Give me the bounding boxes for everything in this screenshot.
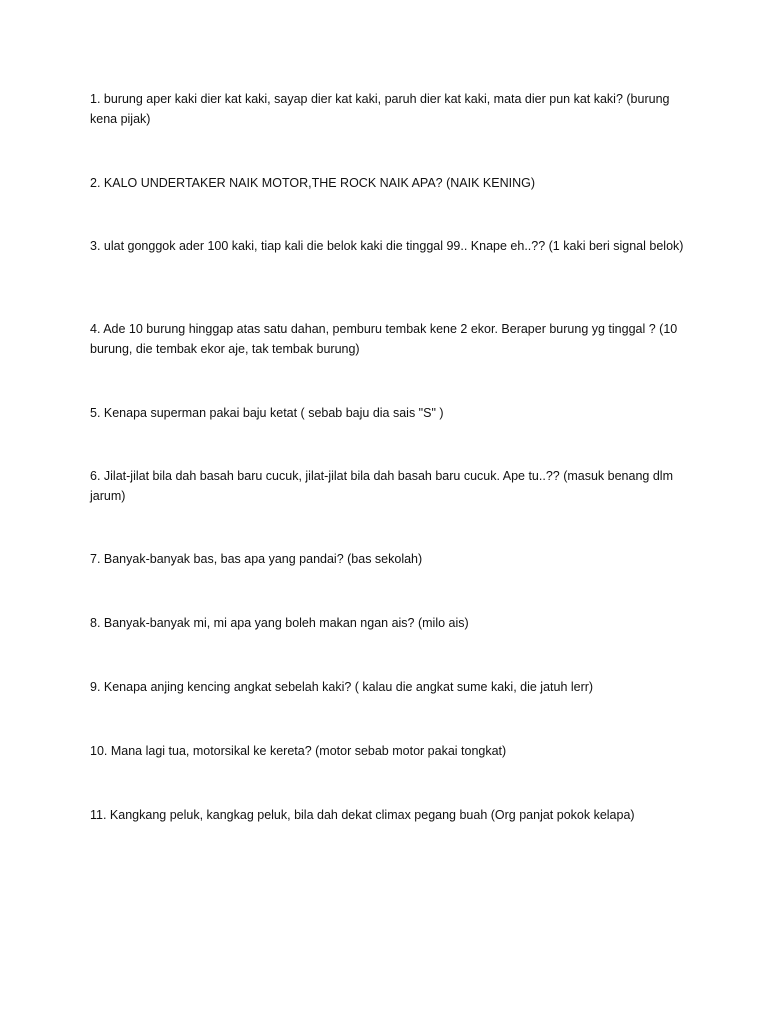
riddle-6: 6. Jilat-jilat bila dah basah baru cucuk, jilat-jilat bila dah basah baru cucuk. Ape tu..?? (masuk benang dlm jarum)	[90, 469, 673, 503]
riddle-11: 11. Kangkang peluk, kangkag peluk, bila dah dekat climax pegang buah (Org panjat pokok kelapa)	[90, 808, 635, 822]
riddle-4: 4. Ade 10 burung hinggap atas satu dahan, pemburu tembak kene 2 ekor. Beraper burung yg tinggal ? (10 burung, die tembak ekor aje, tak tembak burung)	[90, 322, 678, 356]
riddle-10: 10. Mana lagi tua, motorsikal ke kereta? (motor sebab motor pakai tongkat)	[90, 744, 507, 758]
riddle-8: 8. Banyak-banyak mi, mi apa yang boleh makan ngan ais? (milo ais)	[90, 616, 469, 630]
riddle-2: 2. KALO UNDERTAKER NAIK MOTOR,THE ROCK NAIK APA? (NAIK KENING)	[90, 176, 536, 190]
riddle-3: 3. ulat gonggok ader 100 kaki, tiap kali die belok kaki die tinggal 99.. Knape eh..?? (1 kaki beri signal belok)	[90, 239, 684, 253]
riddle-7: 7. Banyak-banyak bas, bas apa yang pandai? (bas sekolah)	[90, 552, 423, 566]
riddle-9: 9. Kenapa anjing kencing angkat sebelah kaki? ( kalau die angkat sume kaki, die jatuh lerr)	[90, 680, 594, 694]
riddle-5: 5. Kenapa superman pakai baju ketat ( sebab baju dia sais "S" )	[90, 406, 444, 420]
riddle-1: 1. burung aper kaki dier kat kaki, sayap dier kat kaki, paruh dier kat kaki, mata dier pun kat kaki? (burung kena pijak)	[90, 92, 670, 126]
